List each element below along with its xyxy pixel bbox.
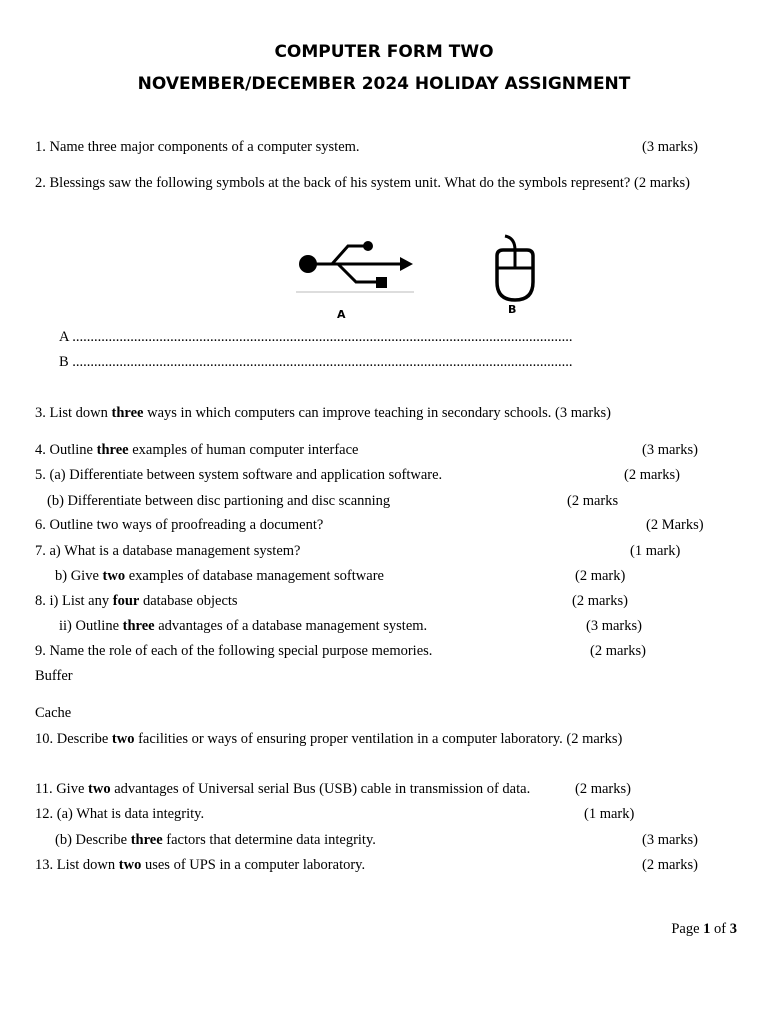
question-9: 9. Name the role of each of the following special purpose memories. [35,643,433,659]
question-13: 13. List down two uses of UPS in a computer laboratory. [35,857,366,873]
question-5b-marks: (2 marks [567,493,619,509]
question-13-marks: (2 marks) [642,857,698,873]
question-7a: 7. a) What is a database management system? [35,543,301,559]
question-11-marks: (2 marks) [575,781,631,797]
question-8a-marks: (2 marks) [572,593,628,609]
usb-symbol-figure [296,238,416,294]
question-7a-marks: (1 mark) [630,543,681,559]
mouse-icon [493,234,537,304]
usb-icon [296,238,416,294]
question-12a: 12. (a) What is data integrity. [35,806,205,822]
question-5b: (b) Differentiate between disc partioning and disc scanning [47,493,391,509]
question-3: 3. List down three ways in which computers can improve teaching in secondary schools. (3 marks) [35,405,611,421]
question-12b: (b) Describe three factors that determine data integrity. [55,832,376,848]
question-8b: ii) Outline three advantages of a database management system. [59,618,428,634]
question-10: 10. Describe two facilities or ways of ensuring proper ventilation in a computer laboratory. (2 marks) [35,731,623,747]
question-8b-marks: (3 marks) [586,618,642,634]
question-9-cache: Cache [35,705,72,721]
document-title: COMPUTER FORM TWO [274,42,494,62]
figure-label-a: A [337,308,346,321]
question-12b-marks: (3 marks) [642,832,698,848]
question-5a-marks: (2 marks) [624,467,680,483]
question-7b: b) Give two examples of database management software [55,568,384,584]
document-subtitle: NOVEMBER/DECEMBER 2024 HOLIDAY ASSIGNMENT [137,74,631,94]
figure-label-b: B [508,303,517,316]
question-7b-marks: (2 mark) [575,568,626,584]
answer-line-b: B .......................................................................................................................................... [59,354,573,370]
question-4-marks: (3 marks) [642,442,698,458]
question-1: 1. Name three major components of a computer system. [35,139,360,155]
question-2: 2. Blessings saw the following symbols at the back of his system unit. What do the symbols represent? (2 marks) [35,175,690,191]
question-8a: 8. i) List any four database objects [35,593,238,609]
question-11: 11. Give two advantages of Universal serial Bus (USB) cable in transmission of data. [35,781,531,797]
mouse-symbol-figure [493,234,537,304]
page-number: Page 1 of 3 [671,921,737,937]
question-9-marks: (2 marks) [590,643,646,659]
question-1-marks: (3 marks) [642,139,698,155]
question-5a: 5. (a) Differentiate between system software and application software. [35,467,443,483]
question-6-marks: (2 Marks) [646,517,704,533]
question-4: 4. Outline three examples of human computer interface [35,442,359,458]
question-6: 6. Outline two ways of proofreading a document? [35,517,324,533]
answer-line-a: A .......................................................................................................................................... [59,329,573,345]
question-9-buffer: Buffer [35,668,73,684]
question-12a-marks: (1 mark) [584,806,635,822]
